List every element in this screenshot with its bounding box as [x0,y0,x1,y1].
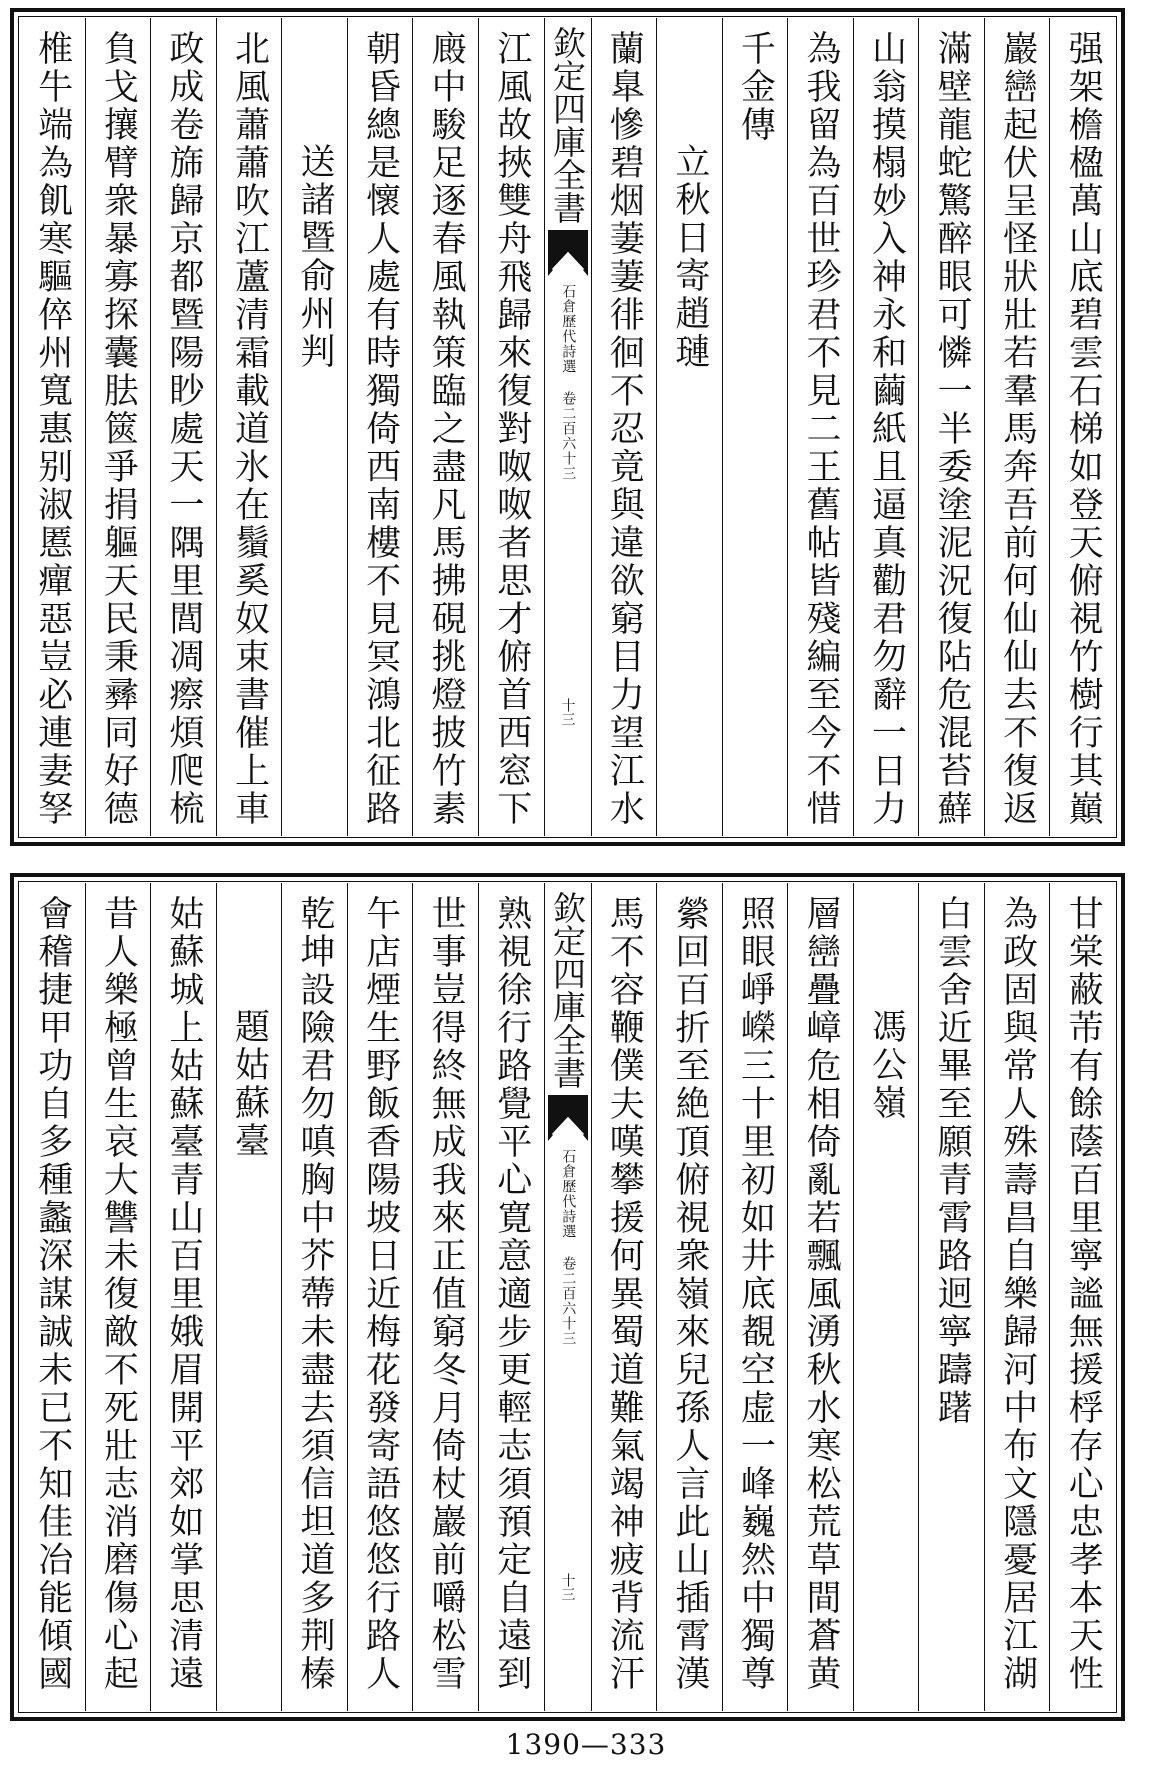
text-column: 熟視徐行路覺平心寛意適步更輕志須預定自遠到 [478,883,544,1711]
gutter-leaf-number: 十三 [559,698,576,726]
gutter-volume: 石倉歷代詩選 卷二百六十三 [560,1149,577,1346]
text-column: 巖巒起伏呈怪狀壯若羣馬奔吾前何仙仙去不復返 [984,18,1050,836]
gutter-volume: 石倉歷代詩選 卷二百六十三 [560,284,577,481]
text-column: 照眼崢嶸三十里初如井底覩空虚一峰巍然中獨尊 [722,883,788,1711]
page-number: 1390—333 [505,1728,667,1761]
text-column: 滿壁龍蛇驚醉眼可憐一半委塗泥況復阽危混苔蘚 [918,18,984,836]
text-column: 乾坤設險君勿嗔胸中芥蔕未盡去須信坦道多荆榛 [281,883,347,1711]
text-column: 昔人樂極曾生哀大讐未復敵不死壯志消磨傷心起 [85,883,151,1711]
gutter-title: 欽定四庫全書 [548,891,587,1089]
text-column: 江風故挾雙舟飛歸來復對呶呶者思才俯首西窓下 [478,18,544,836]
text-column: 政成卷旆歸京都暨陽眇處天一隅里閭凋瘵煩爬梳 [150,18,216,836]
poem-title: 馮公嶺 [853,883,919,1711]
text-column: 蘭臯慘碧烟萋萋徘徊不忍竟與違欲窮目力望江水 [591,18,657,836]
center-gutter [544,883,591,1711]
text-column: 世事豈得終無成我來正值窮冬月倚杖巖前嚼松雪 [412,883,478,1711]
text-column: 椎牛端為飢寒驅倅州寬惠别淑慝癉惡豈必連妻孥 [32,30,73,828]
text-column: 甘棠蔽芾有餘蔭百里寧謐無援桴存心忠孝本天性 [1049,883,1115,1711]
text-column: 會稽捷甲功自多種蠡深謀誠未已不知佳冶能傾國 [32,895,73,1693]
text-column: 層巒疊嶂危相倚亂若飄風湧秋水寒松荒草間蒼黄 [787,883,853,1711]
poem-title: 題姑蘇臺 [216,883,282,1711]
text-column: 負戈攘臂衆暴寡探囊胠篋爭捐軀天民秉彞同好德 [85,18,151,836]
text-column: 山翁摸榻妙入神永和繭紙且逼真勸君勿辭一日力 [853,18,919,836]
text-column: 北風蕭蕭吹江蘆清霜載道氷在鬚奚奴束書催上車 [216,18,282,836]
text-column: 姑蘇城上姑蘇臺青山百里娥眉開平郊如掌思清遠 [150,883,216,1711]
fishtail-mark-icon [548,1095,588,1141]
center-gutter [544,18,591,836]
gutter-title: 欽定四庫全書 [548,26,587,224]
top-page [10,8,1125,846]
text-column: 强架檐楹萬山底碧雲石梯如登天俯視竹樹行其巔 [1049,18,1115,836]
text-column: 為我留為百世珍君不見二王舊帖皆殘編至今不惜 [787,18,853,836]
text-column: 朝昏總是懷人處有時獨倚西南樓不見冥鴻北征路 [347,18,413,836]
bottom-page [10,873,1125,1721]
text-column: 午店煙生野飯香陽坡日近梅花發寄語悠悠行路人 [347,883,413,1711]
text-column: 為政固與常人殊壽昌自樂歸河中布文隱憂居江湖 [984,883,1050,1711]
poem-title: 送諸暨俞州判 [281,18,347,836]
text-column: 白雲舍近畢至願青霄路迥寧躊躇 [918,883,984,1711]
bottom-page-columns [20,883,1115,1711]
text-column: 廄中駿足逐春風執策臨之盡凡馬拂硯挑燈披竹素 [412,18,478,836]
text-column: 馬不容鞭僕夫嘆攀援何異蜀道難氣竭神疲背流汗 [591,883,657,1711]
gutter-leaf-number: 十三 [559,1573,576,1601]
fishtail-mark-icon [548,230,588,276]
text-column: 千金傳 [722,18,788,836]
top-page-columns [20,18,1115,836]
text-column: 縈回百折至絶頂俯視衆嶺來兒孫人言此山插霄漢 [656,883,722,1711]
poem-title: 立秋日寄趙璉 [656,18,722,836]
